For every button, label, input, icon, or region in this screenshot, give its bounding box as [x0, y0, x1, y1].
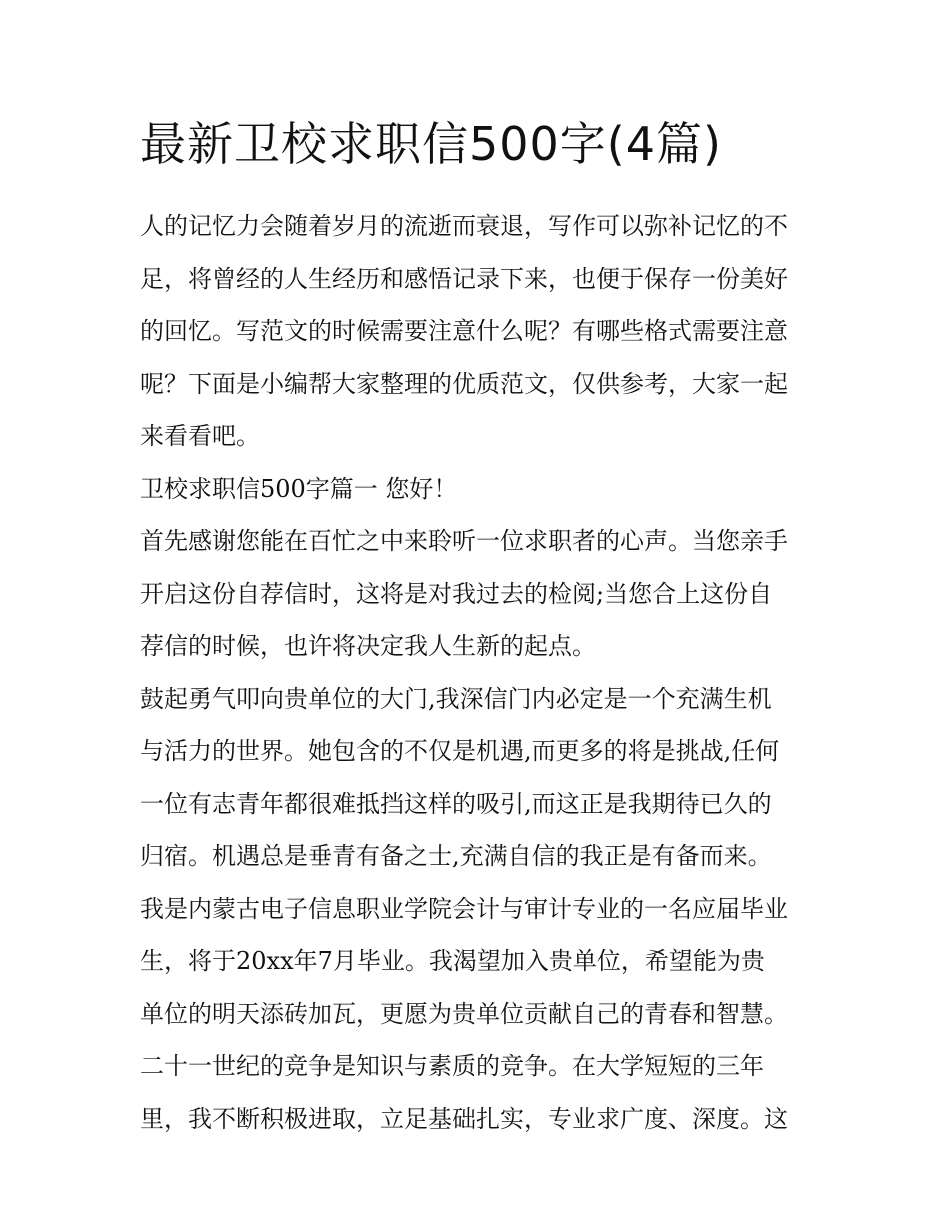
body-line: 荐信的时候，也许将决定我人生新的起点。 [140, 632, 596, 660]
body-line: 与活力的世界。她包含的不仅是机遇,而更多的将是挑战,任何 [140, 737, 780, 765]
document-title: 最新卫校求职信500字(4篇) [140, 117, 722, 171]
body-line: 生，将于20xx年7月毕业。我渴望加入贵单位，希望能为贵 [140, 947, 765, 975]
body-line: 首先感谢您能在百忙之中来聆听一位求职者的心声。当您亲手 [140, 527, 788, 555]
body-line: 开启这份自荐信时，这将是对我过去的检阅;当您合上这份自 [140, 579, 773, 608]
body-line: 归宿。机遇总是垂青有备之士,充满自信的我正是有备而来。 [140, 842, 772, 870]
body-line: 来看看吧。 [140, 422, 260, 450]
body-line: 呢？下面是小编帮大家整理的优质范文，仅供参考，大家一起 [140, 369, 788, 398]
body-line: 鼓起勇气叩向贵单位的大门,我深信门内必定是一个充满生机 [140, 684, 772, 713]
body-line: 人的记忆力会随着岁月的流逝而衰退，写作可以弥补记忆的不 [140, 212, 788, 240]
document-page [140, 112, 820, 1145]
section-heading-line: 卫校求职信500字篇一 您好！ [140, 474, 458, 503]
body-line: 单位的明天添砖加瓦，更愿为贵单位贡献自己的青春和智慧。 [140, 999, 788, 1028]
body-line: 一位有志青年都很难抵挡这样的吸引,而这正是我期待已久的 [140, 789, 772, 818]
body-line: 的回忆。写范文的时候需要注意什么呢？有哪些格式需要注意 [140, 317, 788, 345]
body-line: 二十一世纪的竞争是知识与素质的竞争。在大学短短的三年 [140, 1052, 764, 1080]
body-line: 足，将曾经的人生经历和感悟记录下来，也便于保存一份美好 [140, 264, 788, 293]
body-line: 我是内蒙古电子信息职业学院会计与审计专业的一名应届毕业 [140, 894, 788, 923]
body-line: 里，我不断积极进取，立足基础扎实，专业求广度、深度。这 [140, 1104, 788, 1133]
document-body [140, 200, 820, 1145]
